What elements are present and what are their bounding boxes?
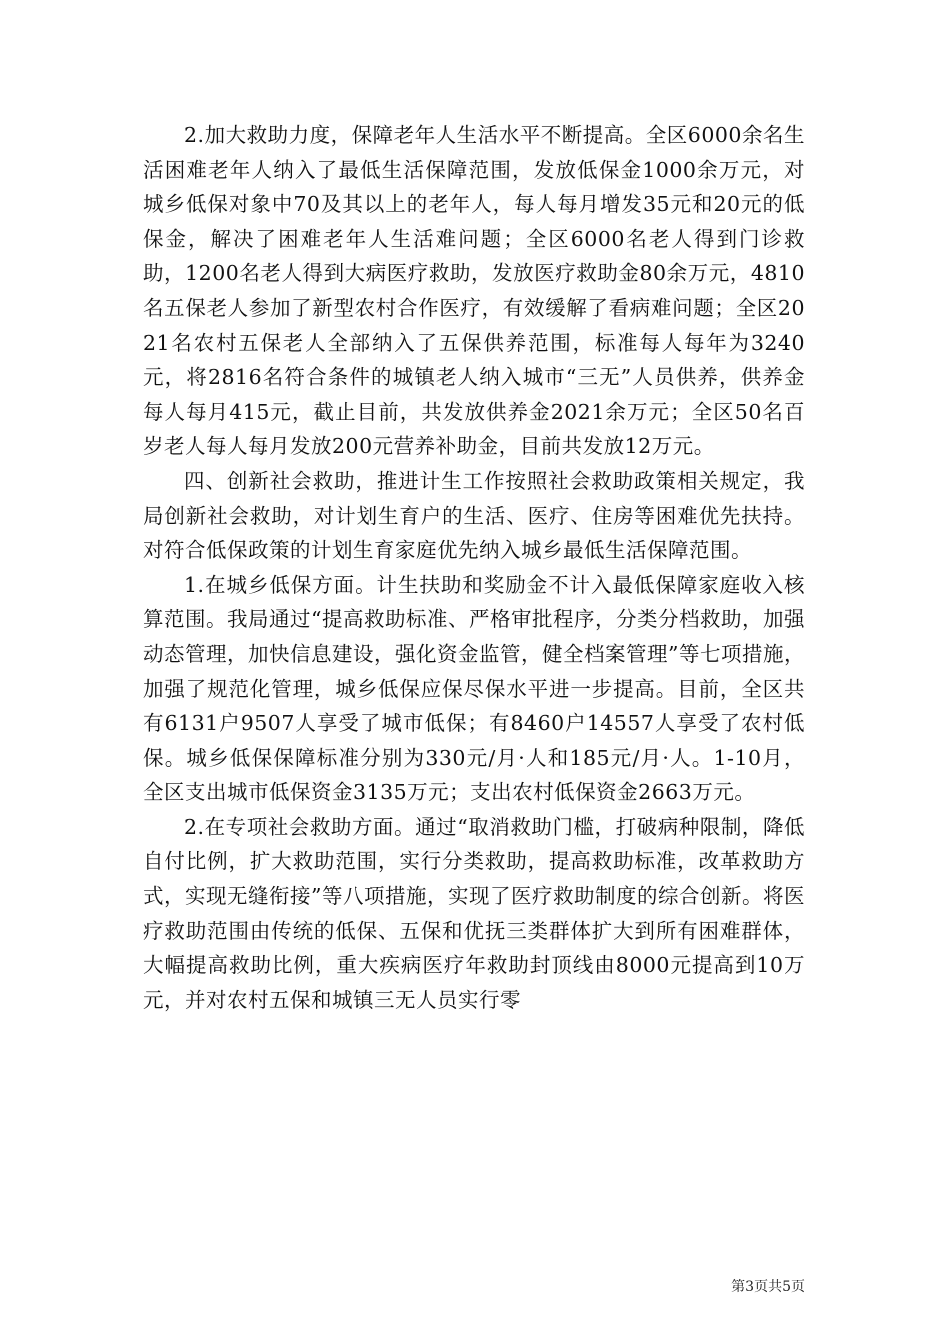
paragraph-urban-rural-subsistence: 1.在城乡低保方面。计生扶助和奖励金不计入最低保障家庭收入核算范围。我局通过“提高救助标准、严格审批程序，分类分档救助，加强动态管理，加快信息建设，强化资金监管，健全档案管理”等七项措施，加强了规范化管理，城乡低保应保尽保水平进一步提高。目前，全区共有6131户9507人享受了城市低保；有8460户14557人享受了农村低保。城乡低保保障标准分别为330元/月·人和185元/月·人。1-10月，全区支出城市低保资金3135万元；支出农村低保资金2663万元。 (143, 572, 805, 805)
paragraph-section-four-heading: 四、创新社会救助，推进计生工作按照社会救助政策相关规定，我局创新社会救助，对计划生育户的生活、医疗、住房等困难优先扶持。对符合低保政策的计划生育家庭优先纳入城乡最低生活保障范围。 (143, 468, 805, 563)
document-body (143, 118, 805, 1017)
paragraph-elderly-assistance: 2.加大救助力度，保障老年人生活水平不断提高。全区6000余名生活困难老年人纳入了最低生活保障范围，发放低保金1000余万元，对城乡低保对象中70及其以上的老年人，每人每月增发35元和20元的低保金，解决了困难老年人生活难问题；全区6000名老人得到门诊救助，1200名老人得到大病医疗救助，发放医疗救助金80余万元，4810名五保老人参加了新型农村合作医疗，有效缓解了看病难问题；全区2021名农村五保老人全部纳入了五保供养范围，标准每人每年为3240元，将2816名符合条件的城镇老人纳入城市“三无”人员供养，供养金每人每月415元，截止目前，共发放供养金2021余万元；全区50名百岁老人每人每月发放200元营养补助金，目前共发放12万元。 (143, 123, 805, 459)
page-number-footer: 第3页共5页 (731, 1279, 805, 1295)
paragraph-special-assistance: 2.在专项社会救助方面。通过“取消救助门槛，打破病种限制，降低自付比例，扩大救助范围，实行分类救助，提高救助标准，改革救助方式，实现无缝衔接”等八项措施，实现了医疗救助制度的综合创新。将医疗救助范围由传统的低保、五保和优抚三类群体扩大到所有困难群体，大幅提高救助比例，重大疾病医疗年救助封顶线由8000元提高到10万元，并对农村五保和城镇三无人员实行零 (143, 814, 805, 1012)
